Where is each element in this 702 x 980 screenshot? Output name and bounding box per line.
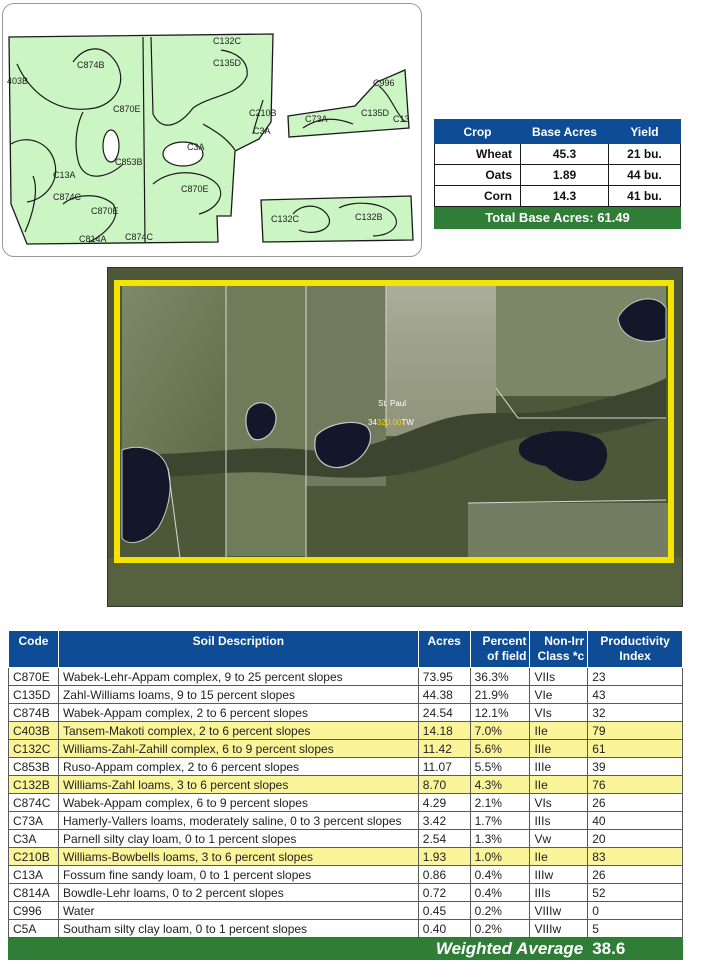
percent-header: [470, 631, 530, 668]
soil-row: [9, 812, 683, 830]
crop-table-header-row: [435, 120, 681, 144]
soil-percent: 21.9%: [470, 686, 530, 704]
soil-acres: 14.18: [418, 722, 470, 740]
soil-map-label: C870E: [113, 104, 141, 114]
soil-table: [8, 630, 683, 960]
soil-description: Wabek-Appam complex, 6 to 9 percent slopes: [58, 794, 418, 812]
soil-row: [9, 686, 683, 704]
soil-percent: 5.6%: [470, 740, 530, 758]
soil-percent: 1.7%: [470, 812, 530, 830]
soil-index: 26: [588, 794, 683, 812]
weighted-average-row: [9, 938, 683, 960]
soil-map-drawing: [3, 4, 422, 257]
soil-map-label: C874C: [125, 232, 154, 242]
soil-class: Vw: [530, 830, 588, 848]
soil-percent: 1.0%: [470, 848, 530, 866]
plat-label-suffix: TW: [401, 418, 414, 427]
soil-percent: 1.3%: [470, 830, 530, 848]
soil-map-label: C870E: [91, 206, 119, 216]
soil-code: C132C: [9, 740, 59, 758]
soil-description: Ruso-Appam complex, 2 to 6 percent slopes: [58, 758, 418, 776]
soil-percent: 0.4%: [470, 884, 530, 902]
crop-name: Oats: [435, 165, 521, 186]
total-base-acres: Total Base Acres: 61.49: [435, 207, 681, 229]
soil-map-label: C210B: [249, 108, 277, 118]
soil-map-label: C814A: [79, 234, 107, 244]
soil-code: C874B: [9, 704, 59, 722]
soil-row-highlighted: [9, 722, 683, 740]
index-header-line2: Index: [619, 649, 651, 663]
soil-index: 40: [588, 812, 683, 830]
soil-row: [9, 920, 683, 938]
acres-header: Acres: [418, 631, 470, 668]
soil-index: 20: [588, 830, 683, 848]
soil-code: C403B: [9, 722, 59, 740]
crop-total-row: [435, 207, 681, 229]
description-header: Soil Description: [58, 631, 418, 668]
soil-map-label: 403B: [7, 76, 29, 86]
soil-map-label: C73A: [305, 114, 328, 124]
soil-class: IIe: [530, 776, 588, 794]
crop-yield: 44 bu.: [609, 165, 681, 186]
soil-class: VIs: [530, 704, 588, 722]
soil-code: C73A: [9, 812, 59, 830]
soil-percent: 2.1%: [470, 794, 530, 812]
class-header-line2: Class *c: [537, 649, 585, 663]
class-header: [530, 631, 588, 668]
soil-description: Wabek-Lehr-Appam complex, 9 to 25 percent slopes: [58, 668, 418, 686]
soil-description: Fossum fine sandy loam, 0 to 1 percent slopes: [58, 866, 418, 884]
index-header-line1: Productivity: [600, 634, 670, 648]
crop-row: [435, 186, 681, 207]
soil-description: Williams-Zahl-Zahill complex, 6 to 9 percent slopes: [58, 740, 418, 758]
soil-map-label: C996: [373, 78, 395, 88]
soil-description: Zahl-Williams loams, 9 to 15 percent slopes: [58, 686, 418, 704]
soil-acres: 0.72: [418, 884, 470, 902]
soil-row: [9, 866, 683, 884]
soil-acres: 8.70: [418, 776, 470, 794]
soil-index: 76: [588, 776, 683, 794]
soil-map-label: C13: [393, 114, 410, 124]
soil-class: IIe: [530, 848, 588, 866]
soil-percent: 5.5%: [470, 758, 530, 776]
plat-label-acres: 320.00: [376, 418, 402, 427]
crop-name: Wheat: [435, 144, 521, 165]
percent-header-line2: of field: [487, 649, 527, 663]
soil-description: Hamerly-Vallers loams, moderately saline, 0 to 3 percent slopes: [58, 812, 418, 830]
soil-acres: 3.42: [418, 812, 470, 830]
soil-description: Bowdle-Lehr loams, 0 to 2 percent slopes: [58, 884, 418, 902]
soil-table-header-row: [9, 631, 683, 668]
crop-base-table: [434, 119, 681, 229]
crop-name: Corn: [435, 186, 521, 207]
soil-index: 79: [588, 722, 683, 740]
aerial-drawing: [108, 268, 683, 607]
crop-base-acres: 45.3: [521, 144, 609, 165]
index-header: [588, 631, 683, 668]
soil-percent: 7.0%: [470, 722, 530, 740]
soil-map-label: C870E: [181, 184, 209, 194]
soil-code: C210B: [9, 848, 59, 866]
soil-row: [9, 884, 683, 902]
soil-description: Williams-Bowbells loams, 3 to 6 percent slopes: [58, 848, 418, 866]
place-label: St. Paul: [378, 399, 407, 408]
soil-code: C874C: [9, 794, 59, 812]
crop-row: [435, 144, 681, 165]
soil-map-label: C132C: [271, 214, 300, 224]
soil-code: C3A: [9, 830, 59, 848]
soil-description: Southam silty clay loam, 0 to 1 percent slopes: [58, 920, 418, 938]
soil-map-label: C13A: [53, 170, 76, 180]
soil-percent: 0.2%: [470, 902, 530, 920]
soil-code: C996: [9, 902, 59, 920]
plat-label: [368, 418, 414, 427]
soil-class: VIIIw: [530, 920, 588, 938]
soil-class: IIIw: [530, 866, 588, 884]
soil-class: VIIIw: [530, 902, 588, 920]
soil-acres: 2.54: [418, 830, 470, 848]
soil-code: C814A: [9, 884, 59, 902]
soil-index: 39: [588, 758, 683, 776]
soil-class: VIe: [530, 686, 588, 704]
soil-map-label: C3A: [187, 142, 205, 152]
soil-percent: 0.2%: [470, 920, 530, 938]
soil-class: IIIs: [530, 812, 588, 830]
soil-code: C870E: [9, 668, 59, 686]
soil-row: [9, 830, 683, 848]
crop-yield: 41 bu.: [609, 186, 681, 207]
soil-percent: 0.4%: [470, 866, 530, 884]
soil-acres: 11.07: [418, 758, 470, 776]
soil-map-label: C132C: [213, 36, 242, 46]
soil-code: C5A: [9, 920, 59, 938]
soil-index: 52: [588, 884, 683, 902]
soil-percent: 36.3%: [470, 668, 530, 686]
soil-map-label: C874B: [77, 60, 105, 70]
soil-description: Williams-Zahl loams, 3 to 6 percent slopes: [58, 776, 418, 794]
crop-base-acres: 14.3: [521, 186, 609, 207]
code-header: Code: [9, 631, 59, 668]
soil-row: [9, 704, 683, 722]
soil-class: VIIs: [530, 668, 588, 686]
crop-row: [435, 165, 681, 186]
soil-acres: 44.38: [418, 686, 470, 704]
soil-map-label: C132B: [355, 212, 383, 222]
soil-row-highlighted: [9, 740, 683, 758]
soil-code: C132B: [9, 776, 59, 794]
soil-map-label: C135D: [361, 108, 390, 118]
crop-base-acres: 1.89: [521, 165, 609, 186]
soil-acres: 73.95: [418, 668, 470, 686]
soil-code: C853B: [9, 758, 59, 776]
soil-index: 32: [588, 704, 683, 722]
soil-description: Tansem-Makoti complex, 2 to 6 percent slopes: [58, 722, 418, 740]
soil-code: C135D: [9, 686, 59, 704]
soil-class: VIs: [530, 794, 588, 812]
soil-class: IIIe: [530, 740, 588, 758]
soil-class: IIIs: [530, 884, 588, 902]
yield-header: Yield: [609, 120, 681, 144]
soil-acres: 0.45: [418, 902, 470, 920]
aerial-photo: [107, 267, 683, 607]
crop-header: Crop: [435, 120, 521, 144]
soil-row: [9, 902, 683, 920]
soil-map: [2, 3, 422, 257]
soil-map-label: C874C: [53, 192, 82, 202]
soil-index: 0: [588, 902, 683, 920]
soil-acres: 11.42: [418, 740, 470, 758]
plat-label-prefix: 34: [368, 418, 377, 427]
soil-map-label: C135D: [213, 58, 242, 68]
soil-acres: 0.86: [418, 866, 470, 884]
soil-code: C13A: [9, 866, 59, 884]
soil-description: Parnell silty clay loam, 0 to 1 percent slopes: [58, 830, 418, 848]
soil-index: 26: [588, 866, 683, 884]
soil-index: 23: [588, 668, 683, 686]
soil-map-label: C3A: [253, 126, 271, 136]
percent-header-line1: Percent: [482, 634, 527, 648]
soil-acres: 1.93: [418, 848, 470, 866]
soil-index: 83: [588, 848, 683, 866]
weighted-average-label: Weighted Average: [9, 938, 588, 960]
soil-description: Water: [58, 902, 418, 920]
soil-index: 5: [588, 920, 683, 938]
soil-row: [9, 668, 683, 686]
soil-percent: 4.3%: [470, 776, 530, 794]
crop-yield: 21 bu.: [609, 144, 681, 165]
soil-class: IIIe: [530, 758, 588, 776]
soil-acres: 4.29: [418, 794, 470, 812]
soil-percent: 12.1%: [470, 704, 530, 722]
soil-index: 43: [588, 686, 683, 704]
soil-index: 61: [588, 740, 683, 758]
soil-row-highlighted: [9, 776, 683, 794]
soil-row: [9, 794, 683, 812]
weighted-average-value: 38.6: [588, 938, 683, 960]
soil-row: [9, 758, 683, 776]
soil-description: Wabek-Appam complex, 2 to 6 percent slopes: [58, 704, 418, 722]
soil-class: IIe: [530, 722, 588, 740]
soil-acres: 24.54: [418, 704, 470, 722]
base-acres-header: Base Acres: [521, 120, 609, 144]
class-header-line1: Non-Irr: [544, 634, 585, 648]
soil-row-highlighted: [9, 848, 683, 866]
soil-map-label: C853B: [115, 157, 143, 167]
soil-acres: 0.40: [418, 920, 470, 938]
